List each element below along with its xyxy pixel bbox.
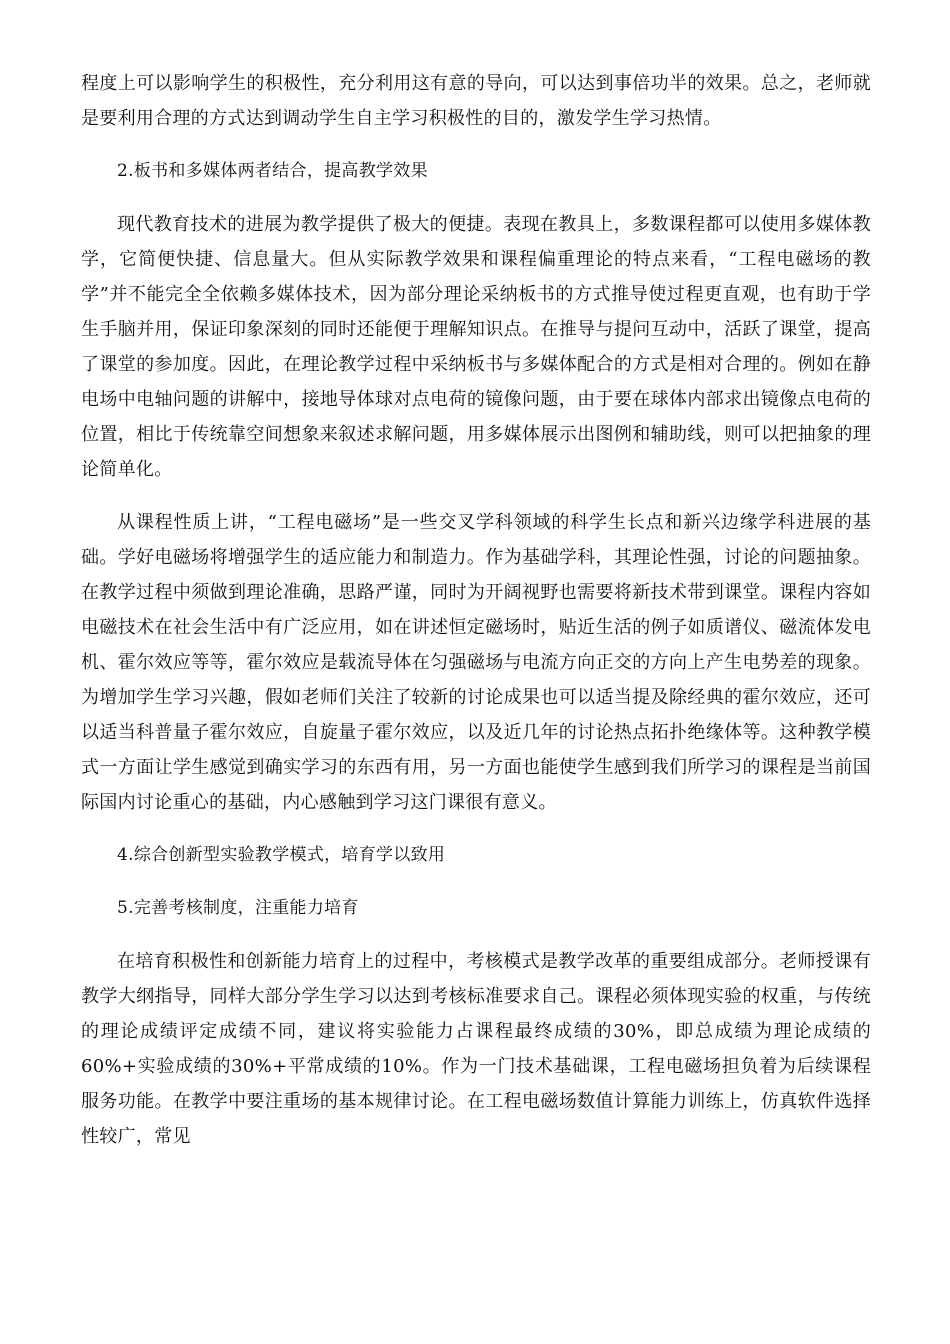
section-heading-2: 2.板书和多媒体两者结合，提高教学效果 — [117, 161, 428, 181]
section-heading-5: 5.完善考核制度，注重能力培育 — [117, 898, 359, 918]
paragraph-course-nature: 从课程性质上讲，“工程电磁场”是一些交叉学科领域的科学生长点和新兴边缘学科进展的基础。学好电磁场将增强学生的适应能力和制造力。作为基础学科，其理论性强，讨论的问题抽象。在教学过程中须做到理论准确，思路严谨，同时为开阔视野也需要将新技术带到课堂。课程内容如电磁技术在社会生活中有广泛应用，如在讲述恒定磁场时，贴近生活的例子如质谱仪、磁流体发电机、霍尔效应等等，霍尔效应是载流导体在匀强磁场与电流方向正交的方向上产生电势差的现象。为增加学生学习兴趣，假如老师们关注了较新的讨论成果也可以适当提及除经典的霍尔效应，还可以适当科普量子霍尔效应，自旋量子霍尔效应，以及近几年的讨论热点拓扑绝缘体等。这种教学模式一方面让学生感觉到确实学习的东西有用，另一方面也能使学生感到我们所学习的课程是当前国际国内讨论重心的基础，内心感触到学习这门课很有意义。 — [81, 512, 871, 813]
paragraph-continuation: 程度上可以影响学生的积极性，充分利用这有意的导向，可以达到事倍功半的效果。总之，老师就是要利用合理的方式达到调动学生自主学习积极性的目的，激发学生学习热情。 — [81, 73, 871, 129]
paragraph-gap — [81, 189, 871, 207]
paragraph-gap — [81, 873, 871, 891]
document-page — [81, 66, 871, 1154]
paragraph-gap — [81, 926, 871, 944]
paragraph-gap — [81, 136, 871, 154]
paragraph-gap — [81, 820, 871, 838]
paragraph-multimedia: 现代教育技术的进展为教学提供了极大的便捷。表现在教具上，多数课程都可以使用多媒体教学，它简便快捷、信息量大。但从实际教学效果和课程偏重理论的特点来看，“工程电磁场的教学”并不能完全全依赖多媒体技术，因为部分理论采纳板书的方式推导使过程更直观，也有助于学生手脑并用，保证印象深刻的同时还能便于理解知识点。在推导与提问互动中，活跃了课堂，提高了课堂的参加度。因此，在理论教学过程中采纳板书与多媒体配合的方式是相对合理的。例如在静电场中电轴问题的讲解中，接地导体球对点电荷的镜像问题，由于要在球体内部求出镜像点电荷的位置，相比于传统靠空间想象来叙述求解问题，用多媒体展示出图例和辅助线，则可以把抽象的理论简单化。 — [81, 214, 871, 480]
paragraph-gap — [81, 487, 871, 505]
paragraph-assessment: 在培育积极性和创新能力培育上的过程中，考核模式是教学改革的重要组成部分。老师授课有教学大纲指导，同样大部分学生学习以达到考核标准要求自己。课程必须体现实验的权重，与传统的理论成绩评定成绩不同，建议将实验能力占课程最终成绩的30%，即总成绩为理论成绩的60%+实验成绩的30%+平常成绩的10%。作为一门技术基础课，工程电磁场担负着为后续课程服务功能。在教学中要注重场的基本规律讨论。在工程电磁场数值计算能力训练上，仿真软件选择性较广，常见 — [81, 951, 871, 1147]
section-heading-4: 4.综合创新型实验教学模式，培育学以致用 — [117, 845, 446, 865]
